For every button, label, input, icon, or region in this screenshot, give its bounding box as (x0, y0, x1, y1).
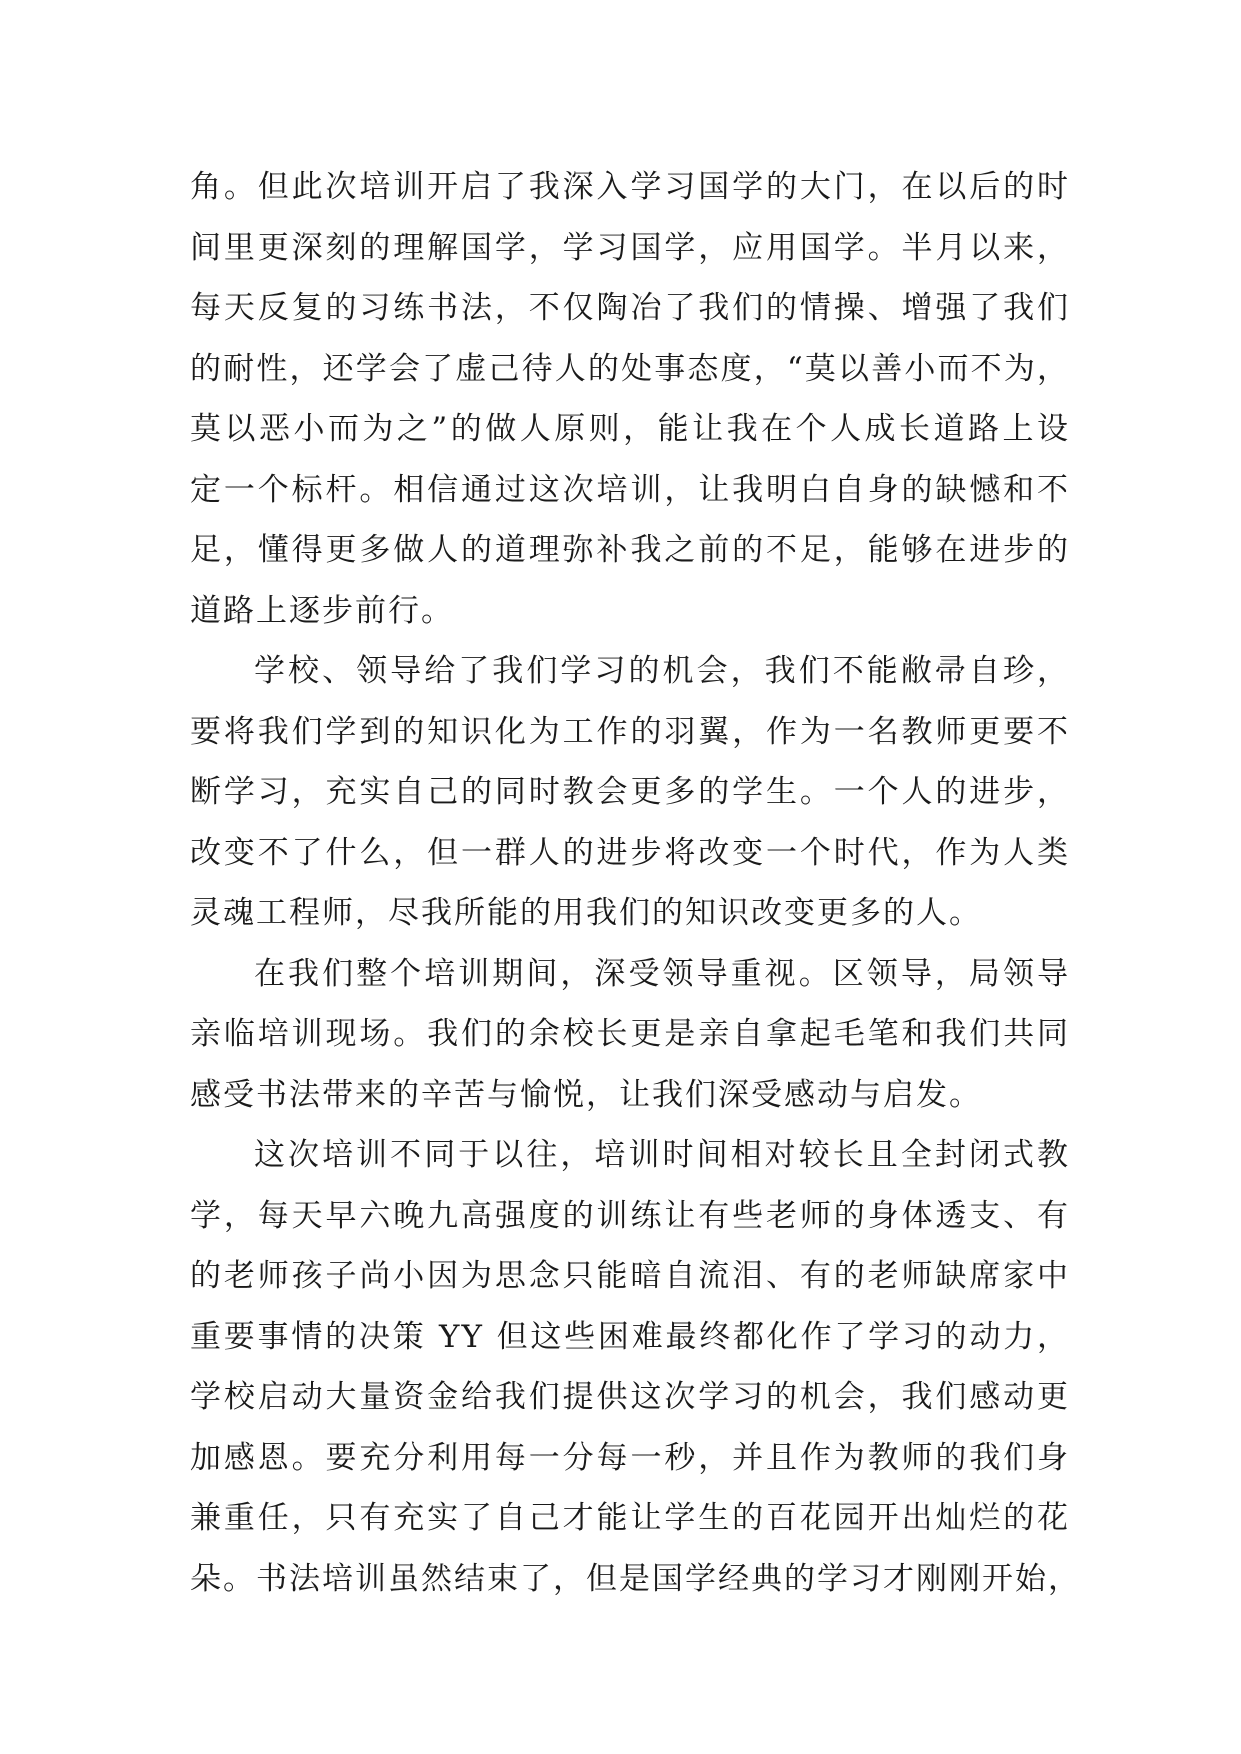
text-line: 学校启动大量资金给我们提供这次学习的机会，我们感动更 (190, 1379, 1070, 1415)
text-line: 间里更深刻的理解国学，学习国学，应用国学。半月以来， (190, 229, 1070, 266)
text-line: 在我们整个培训期间，深受领导重视。区领导，局领导 (254, 955, 1070, 992)
text-line: 的老师孩子尚小因为思念只能暗自流泪、有的老师缺席家中 (190, 1258, 1070, 1294)
text-line: 角。但此次培训开启了我深入学习国学的大门，在以后的时 (190, 169, 1070, 205)
text-line: 改变不了什么，但一群人的进步将改变一个时代，作为人类 (190, 834, 1070, 871)
text-line: 定一个标杆。相信通过这次培训，让我明白自身的缺憾和不 (190, 471, 1070, 508)
text-line: 学，每天早六晚九高强度的训练让有些老师的身体透支、有 (190, 1197, 1070, 1234)
text-line: 朵。书法培训虽然结束了，但是国学经典的学习才刚刚开始， (190, 1560, 1081, 1597)
text-line: 学校、领导给了我们学习的机会，我们不能敝帚自珍， (254, 653, 1070, 689)
text-line: 断学习，充实自己的同时教会更多的学生。一个人的进步， (190, 774, 1070, 810)
text-line: 亲临培训现场。我们的余校长更是亲自拿起毛笔和我们共同 (190, 1016, 1070, 1052)
text-line: 要将我们学到的知识化为工作的羽翼，作为一名教师更要不 (190, 713, 1070, 750)
text-line: 加感恩。要充分利用每一分每一秒，并且作为教师的我们身 (190, 1439, 1070, 1476)
text-line: 足，懂得更多做人的道理弥补我之前的不足，能够在进步的 (190, 532, 1070, 568)
text-line: 每天反复的习练书法，不仅陶冶了我们的情操、增强了我们 (190, 290, 1070, 326)
text-line: 兼重任，只有充实了自己才能让学生的百花园开出灿烂的花 (190, 1500, 1070, 1536)
text-line: 这次培训不同于以往，培训时间相对较长且全封闭式教 (254, 1137, 1070, 1173)
text-line: 莫以恶小而为之”的做人原则，能让我在个人成长道路上设 (190, 411, 1070, 447)
document-body (190, 157, 1081, 1609)
text-line: 道路上逐步前行。 (190, 592, 454, 629)
text-line: 的耐性，还学会了虚己待人的处事态度，“莫以善小而不为， (190, 350, 1070, 387)
text-line: 重要事情的决策 YY 但这些困难最终都化作了学习的动力， (190, 1318, 1070, 1355)
text-line: 感受书法带来的辛苦与愉悦，让我们深受感动与启发。 (190, 1076, 982, 1113)
text-line: 灵魂工程师，尽我所能的用我们的知识改变更多的人。 (190, 895, 982, 931)
